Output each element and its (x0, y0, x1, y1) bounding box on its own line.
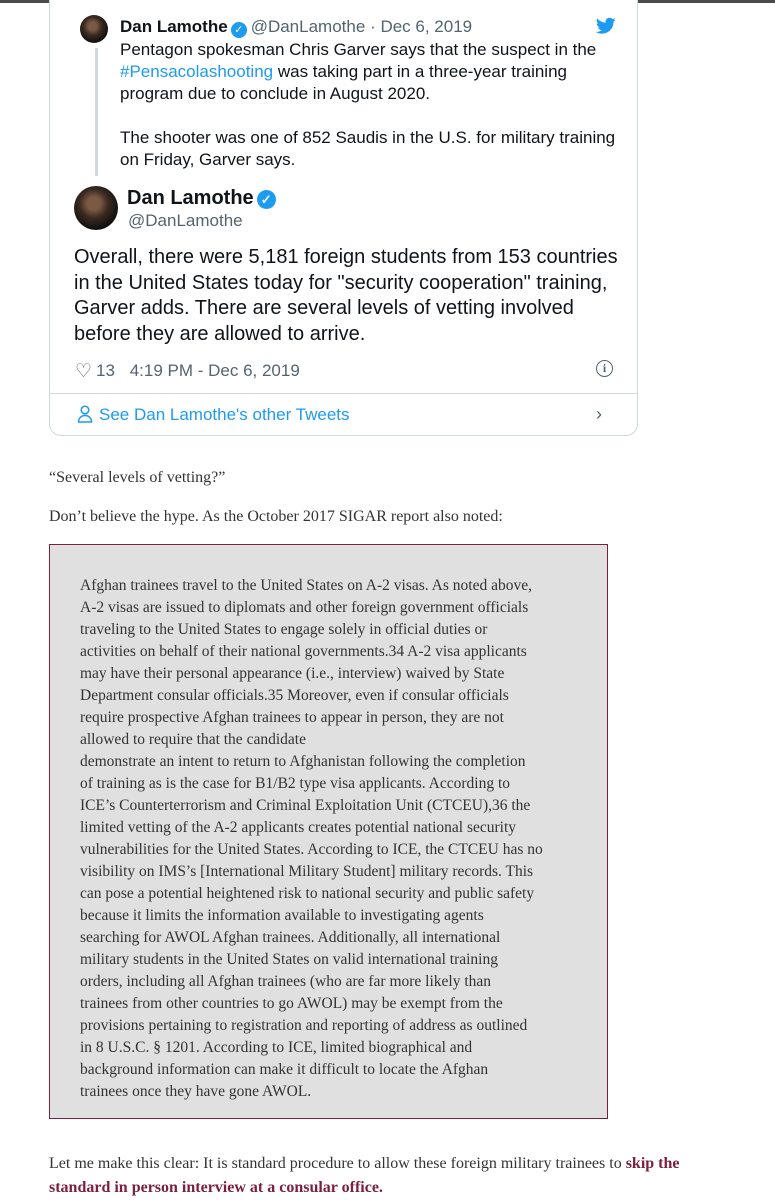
blockquote-line: provisions pertaining to registration and reporting of address as outlined (80, 1017, 528, 1034)
blockquote-text (80, 575, 580, 1103)
see-other-tweets-label[interactable]: See Dan Lamothe's other Tweets (99, 405, 350, 424)
blockquote-line: can pose a potential heightened risk to national security and public safety (80, 885, 535, 902)
like-count[interactable]: 13 (96, 361, 115, 380)
blockquote-line: require prospective Afghan trainees to appear in person, they are not (80, 709, 504, 726)
blockquote-line: ICE’s Counterterrorism and Criminal Exploitation Unit (CTCEU),36 the (80, 797, 531, 814)
blockquote-line: because it limits the information available to investigating agents (80, 907, 484, 924)
author-name-row (127, 187, 280, 210)
blockquote-line: trainees from other countries to go AWOL) may be exempt from the (80, 995, 503, 1012)
blockquote-line: background information can make it difficult to locate the Afghan (80, 1061, 489, 1078)
blockquote-line: may have their personal appearance (i.e., interview) waived by State (80, 665, 505, 682)
blockquote-line: traveling to the United States to engage solely in official duties or (80, 621, 488, 638)
quoted-text-second: The shooter was one of 852 Saudis in the U.S. for military training on Friday, Garver says. (120, 128, 616, 169)
tweet-meta (75, 360, 300, 383)
blockquote-line: activities on behalf of their national governments.34 A-2 visa applicants (80, 643, 527, 660)
blockquote-line: allowed to require that the candidate (80, 731, 306, 748)
blockquote-line: orders, including all Afghan trainees (who are far more likely than (80, 973, 492, 990)
quoted-text-part: was taking part in a three-year training program due to conclude in August 2020. (120, 62, 567, 103)
emphasized-text: skip the standard in person interview at a consular office. (49, 1155, 680, 1196)
see-other-tweets-link[interactable] (77, 405, 350, 425)
quoted-tweet-text (120, 39, 620, 193)
heart-icon[interactable]: ♡ (75, 361, 93, 382)
quoted-tweet-date[interactable]: Dec 6, 2019 (380, 17, 473, 36)
blockquote-line: visibility on IMS’s [International Military Student] military records. This (80, 863, 534, 880)
person-icon (77, 405, 93, 423)
twitter-bird-icon[interactable] (596, 17, 616, 35)
blockquote-line: military students in the United States on valid international training (80, 951, 498, 968)
blockquote-line: vulnerabilities for the United States. According to ICE, the CTCEU has no (80, 841, 543, 858)
quoted-author-name[interactable]: Dan Lamothe (120, 17, 228, 36)
blockquote-line: searching for AWOL Afghan trainees. Additionally, all international (80, 929, 501, 946)
blockquote-line: Afghan trainees travel to the United States on A-2 visas. As noted above, (80, 577, 532, 594)
author-name[interactable]: Dan Lamothe (127, 187, 254, 209)
header-separator: · (370, 17, 376, 36)
quoted-tweet-header (120, 17, 472, 38)
thread-connector-line (95, 48, 98, 176)
article-paragraph: Don’t believe the hype. As the October 2017 SIGAR report also noted: (49, 508, 503, 525)
closing-text: Let me make this clear: It is standard procedure to allow these foreign military trainees to (49, 1155, 626, 1172)
verified-icon: ✓ (231, 22, 247, 38)
quoted-author-handle[interactable]: @DanLamothe (250, 17, 366, 36)
tweet-timestamp[interactable]: 4:19 PM - Dec 6, 2019 (129, 361, 300, 380)
blockquote-line: of training as is the case for B1/B2 type visa applicants. According to (80, 775, 511, 792)
blockquote (49, 544, 608, 1119)
blockquote-line: trainees once they have gone AWOL. (80, 1083, 312, 1100)
hashtag-link[interactable]: #Pensacolashooting (120, 62, 274, 81)
article-paragraph: “Several levels of vetting?” (49, 469, 226, 486)
blockquote-line: limited vetting of the A-2 applicants creates potential national security (80, 819, 517, 836)
author-avatar[interactable] (74, 186, 118, 230)
quoted-text-part: Pentagon spokesman Chris Garver says that the suspect in the (120, 40, 597, 59)
chevron-right-icon[interactable]: › (596, 404, 602, 424)
blockquote-line: in 8 U.S.C. § 1201. According to ICE, limited biographical and (80, 1039, 473, 1056)
blockquote-line: A-2 visas are issued to diplomats and other foreign government officials (80, 599, 529, 616)
author-handle[interactable]: @DanLamothe (128, 211, 243, 230)
info-icon[interactable]: i (596, 360, 613, 377)
tweet-text: Overall, there were 5,181 foreign students from 153 countries in the United States today for "security cooperation" training, Garver adds. There are several levels of vetting involved before they are allowed to arrive. (74, 246, 618, 345)
closing-paragraph (49, 1152, 739, 1200)
embedded-tweet[interactable] (49, 0, 638, 436)
blockquote-line: demonstrate an intent to return to Afghanistan following the completion (80, 753, 526, 770)
blockquote-line: Department consular officials.35 Moreover, even if consular officials (80, 687, 509, 704)
quoted-author-avatar[interactable] (80, 15, 108, 43)
verified-icon: ✓ (257, 190, 276, 209)
card-divider (50, 393, 637, 394)
